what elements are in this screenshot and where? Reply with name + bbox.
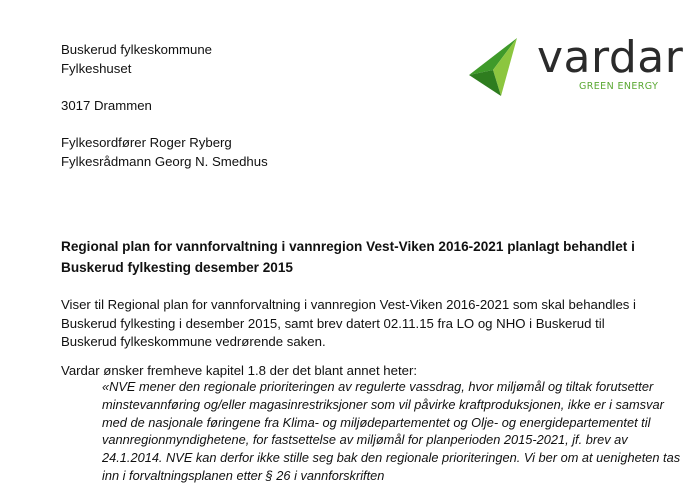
vardar-logo [467,30,684,100]
triangle-logo-icon [467,30,537,100]
recipient-person-chief: Fylkesrådmann Georg N. Smedhus [61,154,268,169]
logo-tagline: GREEN ENERGY [579,81,659,92]
recipient-organization: Buskerud fylkeskommune [61,42,212,57]
recipient-postal: 3017 Drammen [61,98,152,113]
logo-wordmark: vardar [537,32,684,83]
quote-block: «NVE mener den regionale prioriteringen av regulerte vassdrag, hvor miljømål og tiltak forutsetter minstevannføring og/eller magasinrestriksjoner som vil påvirke kraftproduksjonen, ikke er i samsvar med de nasjonale føringene fra Klima- og miljødepartementet og Olje- og energidepartementet til vannregionmyndighetene, for fastsettelse av miljømål for planperioden 2015-2021, jf. brev av 24.1.2014. NVE kan derfor ikke stille seg bak den regionale prioriteringen. Vi ber om at uenigheten tas inn i forvaltningsplanen etter § 26 i vannforskriften [102,379,681,483]
recipient-building: Fylkeshuset [61,61,132,76]
paragraph-intro: Viser til Regional plan for vannforvaltning i vannregion Vest-Viken 2016-2021 som skal behandles i Buskerud fylkesting i desember 2015, samt brev datert 02.11.15 fra LO og NHO i Buskerud til Buskerud fylkeskommune vedrørende saken. [61,297,636,349]
letter-heading: Regional plan for vannforvaltning i vannregion Vest-Viken 2016-2021 planlagt behandlet i Buskerud fylkesting desember 2015 [61,239,635,275]
paragraph-reference: Vardar ønsker fremheve kapitel 1.8 der det blant annet heter: [61,363,418,378]
recipient-person-chair: Fylkesordfører Roger Ryberg [61,135,232,150]
